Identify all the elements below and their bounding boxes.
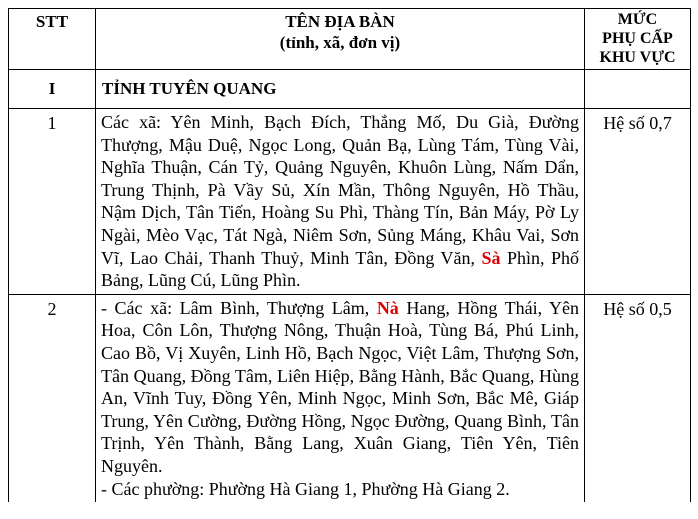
header-rate (585, 9, 691, 70)
row-extra-line: - Các phường: Phường Hà Giang 1, Phường Hà Giang 2. (101, 478, 510, 499)
row-number: 1 (9, 109, 96, 295)
row-rate: Hệ số 0,5 (585, 294, 691, 502)
allowance-table (8, 8, 691, 502)
header-name-line1: TÊN ĐỊA BÀN (285, 12, 395, 31)
section-title: TỈNH TUYÊN QUANG (96, 70, 585, 109)
header-rate-line3: KHU VỰC (599, 49, 676, 66)
section-number: I (9, 70, 96, 109)
table-row (9, 109, 691, 295)
row-highlight: Sà (481, 247, 501, 268)
document-page (8, 8, 690, 502)
row-text-before: Các xã: Yên Minh, Bạch Đích, Thắng Mố, Du Già, Đường Thượng, Mậu Duệ, Ngọc Long, Quản Bạ, Lùng Tám, Tùng Vài, Nghĩa Thuận, Cán Tỷ, Quảng Nguyên, Khuôn Lùng, Nấm Dẩn, Trung Thịnh, Pà Vầy Sủ, Xín Mần, Thông Nguyên, Hồ Thầu, Nậm Dịch, Tân Tiến, Hoàng Su Phì, Thàng Tín, Bản Máy, Pờ Ly Ngài, Mèo Vạc, Tát Ngà, Niêm Sơn, Sủng Máng, Khâu Vai, Sơn Vĩ, Lao Chải, Thanh Thuỷ, Minh Tân, Đồng Văn, (101, 112, 579, 268)
row-content (96, 109, 585, 295)
row-text-after: Hang, Hồng Thái, Yên Hoa, Côn Lôn, Thượng Nông, Thuận Hoà, Tùng Bá, Phú Linh, Cao Bồ, Vị Xuyên, Linh Hồ, Bạch Ngọc, Việt Lâm, Thượng Sơn, Tân Quang, Đồng Tâm, Liên Hiệp, Bằng Hành, Bắc Quang, Hùng An, Vĩnh Tuy, Đồng Yên, Minh Ngọc, Minh Sơn, Bắc Mê, Giáp Trung, Yên Cường, Đường Hồng, Ngọc Đường, Quang Bình, Tân Trịnh, Yên Thành, Bằng Lang, Xuân Giang, Tiên Yên, Tiên Nguyên. (101, 297, 580, 476)
row-number: 2 (9, 294, 96, 502)
header-name (96, 9, 585, 70)
row-content (96, 294, 585, 502)
row-text-after: Phìn, Phố Bảng, Lũng Cú, Lũng Phìn. (101, 247, 580, 291)
table-row (9, 294, 691, 502)
header-stt: STT (9, 9, 96, 70)
header-name-line2: (tỉnh, xã, đơn vị) (279, 33, 401, 52)
row-text-before: - Các xã: Lâm Bình, Thượng Lâm, (101, 297, 370, 318)
header-rate-line2: PHỤ CẤP (602, 30, 673, 47)
section-rate-cell (585, 70, 691, 109)
row-rate: Hệ số 0,7 (585, 109, 691, 295)
header-rate-line1: MỨC (617, 11, 658, 28)
section-row (9, 70, 691, 109)
row-highlight: Nà (376, 297, 399, 318)
table-header-row (9, 9, 691, 70)
